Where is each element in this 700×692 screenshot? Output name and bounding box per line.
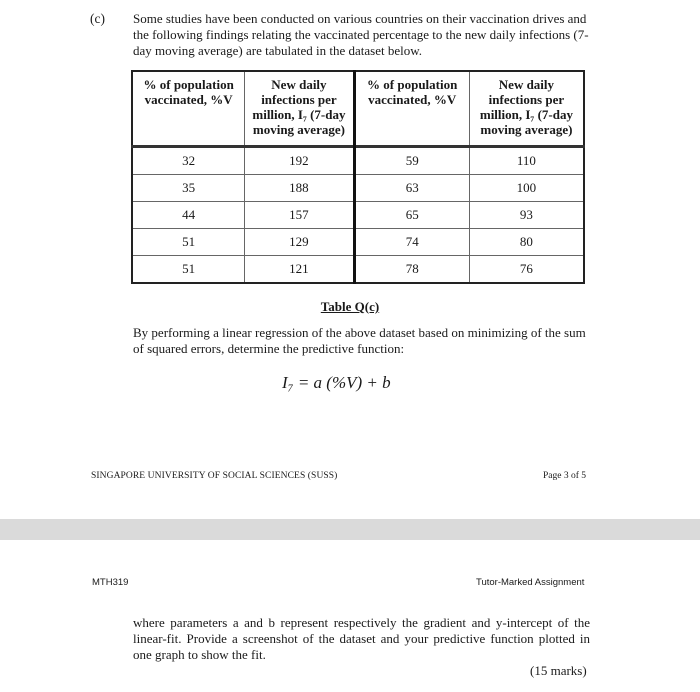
question-part-label: (c) <box>90 11 105 26</box>
page-separator <box>0 519 700 540</box>
table-row <box>132 147 584 175</box>
table-cell: 110 <box>469 147 584 175</box>
question-intro-text: Some studies have been conducted on various countries on their vaccination drives and the following findings relating the vaccinated percentage to the new daily infections (7-day moving average) are tabulated in the dataset below. <box>133 11 589 58</box>
table-cell: 80 <box>469 229 584 256</box>
question-continuation-text: where parameters a and b represent respectively the gradient and y-intercept of the linear-fit. Provide a screenshot of the dataset and your predictive function plotted in one graph to show the fit. <box>133 615 590 662</box>
table-cell: 78 <box>354 256 469 284</box>
dataset-table <box>131 70 585 284</box>
table-header-row <box>132 71 584 147</box>
table-row <box>132 202 584 229</box>
table-cell: 59 <box>354 147 469 175</box>
table-cell: 44 <box>132 202 245 229</box>
table-cell: 188 <box>245 175 354 202</box>
marks-allocation: (15 marks) <box>530 663 587 678</box>
table-cell: 121 <box>245 256 354 284</box>
table-cell: 65 <box>354 202 469 229</box>
table-row <box>132 175 584 202</box>
table-cell: 192 <box>245 147 354 175</box>
page-header-course-code: MTH319 <box>92 577 129 588</box>
table-row <box>132 229 584 256</box>
table-cell: 51 <box>132 229 245 256</box>
header-cell: New daily infections per million, I₇ (7-day moving average) <box>245 71 354 147</box>
table-row <box>132 256 584 284</box>
table-cell: 63 <box>354 175 469 202</box>
table-cell: 129 <box>245 229 354 256</box>
table-cell: 100 <box>469 175 584 202</box>
page-footer-number: Page 3 of 5 <box>543 471 587 481</box>
page-footer-institution: SINGAPORE UNIVERSITY OF SOCIAL SCIENCES (SUSS) <box>91 471 338 481</box>
header-cell: New daily infections per million, I₇ (7-day moving average) <box>469 71 584 147</box>
predictive-function-equation: I₇ = a (%V) + b <box>282 373 391 392</box>
table-cell: 76 <box>469 256 584 284</box>
header-cell: % of population vaccinated, %V <box>354 71 469 147</box>
table-cell: 93 <box>469 202 584 229</box>
table-cell: 157 <box>245 202 354 229</box>
page-header-assignment-title: Tutor-Marked Assignment <box>476 577 585 588</box>
table-cell: 51 <box>132 256 245 284</box>
header-cell: % of population vaccinated, %V <box>132 71 245 147</box>
table-cell: 32 <box>132 147 245 175</box>
question-instruction-text: By performing a linear regression of the above dataset based on minimizing of the sum of squared errors, determine the predictive function: <box>133 325 586 356</box>
table-cell: 74 <box>354 229 469 256</box>
table-caption: Table Q(c) <box>320 299 380 314</box>
table-cell: 35 <box>132 175 245 202</box>
